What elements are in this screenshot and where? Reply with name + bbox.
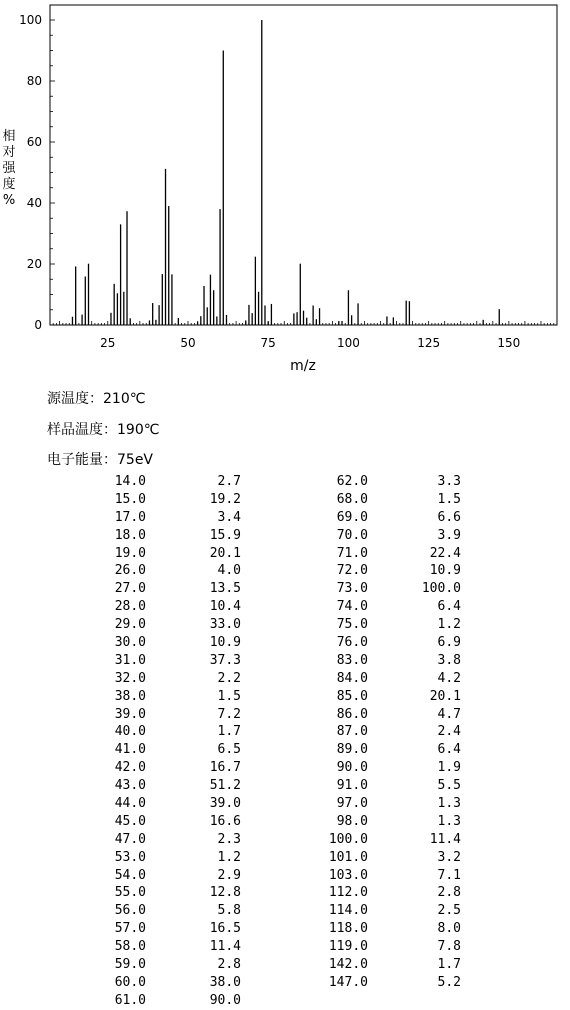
mz-value: 71.0: [336, 545, 368, 561]
mz-value: 55.0: [114, 885, 146, 901]
y-tick-label: 20: [26, 257, 42, 271]
abundance-value: 15.9: [209, 527, 241, 543]
mz-value: 61.0: [114, 992, 146, 1008]
abundance-value: 2.5: [437, 903, 461, 919]
abundance-value: 37.3: [209, 652, 241, 668]
abundance-value: 3.9: [437, 527, 461, 543]
y-tick-label: 40: [26, 196, 42, 210]
y-tick-label: 0: [34, 318, 42, 332]
mz-value: 57.0: [114, 921, 146, 937]
mz-value: 60.0: [114, 974, 146, 990]
mz-value: 101.0: [328, 849, 368, 865]
mz-value: 56.0: [114, 903, 146, 919]
mz-value: 40.0: [114, 724, 146, 740]
mz-value: 28.0: [114, 599, 146, 615]
abundance-value: 1.9: [437, 760, 461, 776]
mz-value: 15.0: [114, 491, 146, 507]
abundance-value: 2.8: [217, 957, 241, 973]
mz-value: 84.0: [336, 670, 368, 686]
y-tick-label: 100: [19, 13, 42, 27]
abundance-value: 51.2: [209, 778, 241, 794]
abundance-value: 22.4: [429, 545, 461, 561]
y-axis-label-char: 强: [2, 161, 16, 176]
abundance-value: 2.2: [217, 670, 241, 686]
mz-value: 76.0: [336, 635, 368, 651]
y-tick-label: 80: [26, 74, 42, 88]
abundance-value: 7.8: [437, 939, 461, 955]
abundance-value: 2.7: [217, 474, 241, 489]
mz-value: 114.0: [328, 903, 368, 919]
mz-value: 30.0: [114, 635, 146, 651]
mz-value: 47.0: [114, 831, 146, 847]
mz-value: 86.0: [336, 706, 368, 722]
x-tick-label: 25: [100, 336, 116, 350]
mz-value: 142.0: [328, 957, 368, 973]
x-tick-label: 100: [336, 336, 360, 350]
mz-value: 43.0: [114, 778, 146, 794]
mz-value: 91.0: [336, 778, 368, 794]
mz-value: 103.0: [328, 867, 368, 883]
source-temperature: 源温度：210℃: [47, 391, 146, 407]
x-tick-label: 50: [180, 336, 196, 350]
abundance-value: 13.5: [209, 581, 241, 597]
abundance-value: 10.9: [209, 635, 241, 651]
abundance-value: 20.1: [429, 688, 461, 704]
abundance-value: 16.7: [209, 760, 241, 776]
y-axis-label-char: %: [2, 193, 16, 208]
mz-value: 17.0: [114, 509, 146, 525]
abundance-value: 6.5: [217, 742, 241, 758]
abundance-value: 2.3: [217, 831, 241, 847]
mz-value: 26.0: [114, 563, 146, 579]
abundance-value: 1.2: [437, 617, 461, 633]
abundance-value: 5.5: [437, 778, 461, 794]
mz-value: 19.0: [114, 545, 146, 561]
sample-temperature: 样品温度：190℃: [47, 422, 160, 438]
abundance-value: 90.0: [209, 992, 241, 1008]
abundance-value: 2.9: [217, 867, 241, 883]
abundance-value: 4.7: [437, 706, 461, 722]
abundance-value: 5.2: [437, 974, 461, 990]
abundance-value: 6.9: [437, 635, 461, 651]
x-axis-label: m/z: [290, 358, 316, 374]
x-tick-label: 125: [417, 336, 441, 350]
abundance-value: 38.0: [209, 974, 241, 990]
abundance-value: 2.8: [437, 885, 461, 901]
mz-value: 44.0: [114, 796, 146, 812]
abundance-value: 19.2: [209, 491, 241, 507]
abundance-value: 1.2: [217, 849, 241, 865]
mz-value: 18.0: [114, 527, 146, 543]
abundance-value: 8.0: [437, 921, 461, 937]
plot-frame: [50, 5, 557, 325]
abundance-value: 5.8: [217, 903, 241, 919]
mz-value: 31.0: [114, 652, 146, 668]
abundance-value: 11.4: [429, 831, 461, 847]
mz-value: 45.0: [114, 813, 146, 829]
abundance-value: 7.1: [437, 867, 461, 883]
abundance-value: 39.0: [209, 796, 241, 812]
mz-value: 38.0: [114, 688, 146, 704]
mz-value: 42.0: [114, 760, 146, 776]
abundance-value: 4.2: [437, 670, 461, 686]
abundance-value: 1.3: [437, 796, 461, 812]
mz-value: 73.0: [336, 581, 368, 597]
abundance-value: 1.5: [217, 688, 241, 704]
y-axis-label: [2, 128, 16, 208]
abundance-value: 33.0: [209, 617, 241, 633]
abundance-value: 3.8: [437, 652, 461, 668]
mz-value: 87.0: [336, 724, 368, 740]
abundance-value: 20.1: [209, 545, 241, 561]
x-tick-label: 150: [497, 336, 521, 350]
mz-value: 27.0: [114, 581, 146, 597]
y-axis-label-char: 度: [2, 177, 16, 192]
abundance-value: 3.3: [437, 474, 461, 489]
abundance-value: 1.7: [437, 957, 461, 973]
mz-value: 100.0: [328, 831, 368, 847]
abundance-value: 10.9: [429, 563, 461, 579]
abundance-value: 100.0: [421, 581, 461, 597]
abundance-value: 3.2: [437, 849, 461, 865]
abundance-value: 7.2: [217, 706, 241, 722]
mz-value: 70.0: [336, 527, 368, 543]
mz-value: 119.0: [328, 939, 368, 955]
spectrum-bars: [72, 20, 499, 325]
mz-value: 59.0: [114, 957, 146, 973]
abundance-value: 11.4: [209, 939, 241, 955]
y-axis-label-char: 对: [2, 145, 16, 160]
abundance-value: 6.6: [437, 509, 461, 525]
abundance-value: 3.4: [217, 509, 241, 525]
x-tick-label: 75: [260, 336, 276, 350]
abundance-value: 10.4: [209, 599, 241, 615]
abundance-value: 16.5: [209, 921, 241, 937]
mz-value: 147.0: [328, 974, 368, 990]
abundance-value: 6.4: [437, 742, 461, 758]
mz-value: 85.0: [336, 688, 368, 704]
mz-value: 72.0: [336, 563, 368, 579]
mz-value: 32.0: [114, 670, 146, 686]
mz-value: 29.0: [114, 617, 146, 633]
mz-value: 118.0: [328, 921, 368, 937]
mz-value: 97.0: [336, 796, 368, 812]
abundance-value: 16.6: [209, 813, 241, 829]
mz-value: 74.0: [336, 599, 368, 615]
abundance-value: 6.4: [437, 599, 461, 615]
mz-value: 41.0: [114, 742, 146, 758]
abundance-value: 12.8: [209, 885, 241, 901]
abundance-value: 2.4: [437, 724, 461, 740]
electron-energy: 电子能量：75eV: [47, 452, 154, 468]
mz-value: 112.0: [328, 885, 368, 901]
mz-value: 75.0: [336, 617, 368, 633]
mz-value: 62.0: [336, 474, 368, 489]
mz-value: 14.0: [114, 474, 146, 489]
mz-value: 54.0: [114, 867, 146, 883]
mz-value: 98.0: [336, 813, 368, 829]
mz-value: 39.0: [114, 706, 146, 722]
mass-spectrum-chart: [0, 0, 570, 380]
mz-value: 53.0: [114, 849, 146, 865]
mz-value: 58.0: [114, 939, 146, 955]
mz-value: 69.0: [336, 509, 368, 525]
mz-value: 89.0: [336, 742, 368, 758]
mz-value: 68.0: [336, 491, 368, 507]
y-axis-label-char: 相: [2, 129, 16, 144]
abundance-value: 1.7: [217, 724, 241, 740]
abundance-value: 1.3: [437, 813, 461, 829]
y-tick-label: 60: [26, 135, 42, 149]
mz-value: 83.0: [336, 652, 368, 668]
abundance-value: 1.5: [437, 491, 461, 507]
mz-value: 90.0: [336, 760, 368, 776]
abundance-value: 4.0: [217, 563, 241, 579]
